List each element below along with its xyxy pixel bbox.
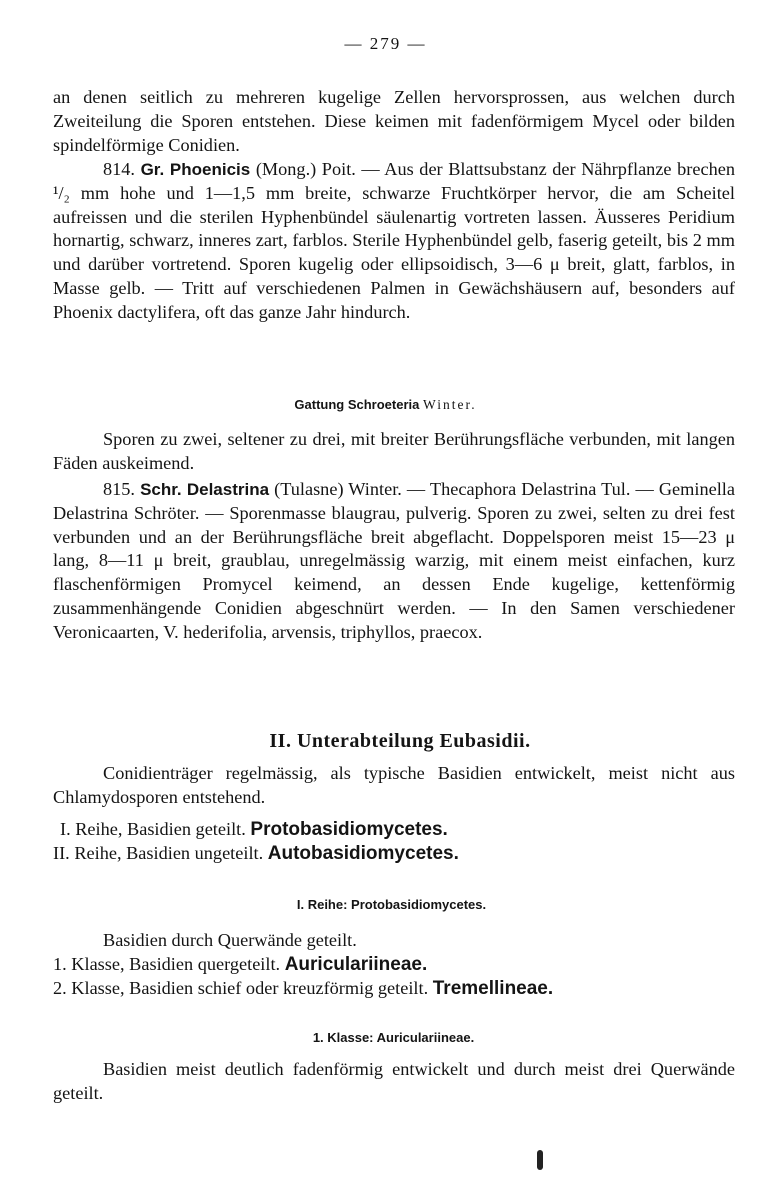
genus-heading-label: Gattung Schroeteria <box>294 397 420 412</box>
entry-815-number: 815. <box>103 479 135 499</box>
klasse-description-text: Basidien meist deutlich fadenförmig entwickelt und durch meist drei Querwände geteilt. <box>53 1059 735 1103</box>
page-number: — 279 — <box>344 34 427 53</box>
para-1-text: an denen seitlich zu mehreren kugelige Zellen hervorsprossen, aus welchen durch Zweiteilung die Sporen entstehen. Diese keimen mit fadenförmigem Mycel oder bilden spindelförmige Conidien. <box>53 87 735 155</box>
entry-814-text: (Mong.) Poit. — Aus der Blattsubstanz der Nährpflanze brechen ¹/₂ mm hohe und 1—1,5 mm breite, schwarze Fruchtkörper hervor, die am Scheitel aufreissen und die sterilen Hyphenbündel säulenartig vortreten lassen. Äusseres Peridium hornartig, schwarz, inneres zart, farblos. Sterile Hyphenbündel gelb, faserig geteilt, bis 2 mm und darüber vortretend. Sporen kugelig oder ellipsoidisch, 3—6 μ breit, glatt, farblos, in Masse gelb. — Tritt auf verschiedenen Palmen in Gewächshäusern auf, besonders auf Phoenix dactylifera, oft das ganze Jahr hindurch. <box>53 159 735 322</box>
reihe-list-item: I. Reihe, Basidien geteilt. Protobasidiomycetes. <box>60 819 448 840</box>
klasse-heading: 1. Klasse: Auriculariineae. <box>312 1030 475 1045</box>
entry-814 <box>53 158 735 325</box>
reihe-list-item: II. Reihe, Basidien ungeteilt. Autobasidiomycetes. <box>53 843 459 864</box>
subdivision-description <box>53 762 735 810</box>
entry-815-text: (Tulasne) Winter. — Thecaphora Delastrina Tul. — Geminella Delastrina Schröter. — Sporenmasse blaugrau, pulverig. Sporen zu zwei, selten zu drei fest verbunden und an der Berührungsfläche breit abgeflacht. Doppelsporen meist 15—23 μ lang, 8—11 μ breit, graublau, unregelmässig warzig, mit einem meist einfachen, kurz flaschenförmigen Promycel keimend, an dessen Ende kugelige, kettenförmig zusammenhängende Conidien abgeschnürt werden. — In den Samen verschiedener Veronicaarten, V. hederifolia, arvensis, triphyllos, praecox. <box>53 479 735 642</box>
entry-814-name: Gr. Phoenicis <box>140 160 251 179</box>
ink-smudge <box>537 1150 543 1170</box>
genus-description <box>53 428 735 476</box>
subdivision-description-text: Conidienträger regelmässig, als typische Basidien entwickelt, meist nicht aus Chlamydosporen entstehend. <box>53 763 735 807</box>
genus-heading-author: Winter. <box>423 397 477 412</box>
entry-815 <box>53 478 735 645</box>
klasse-description <box>53 1058 735 1106</box>
reihe-heading: I. Reihe: Protobasidiomycetes. <box>296 897 487 912</box>
genus-description-text: Sporen zu zwei, seltener zu drei, mit breiter Berührungsfläche verbunden, mit langen Fäden auskeimend. <box>53 429 735 473</box>
entry-814-number: 814. <box>103 159 135 179</box>
reihe-description: Basidien durch Querwände geteilt. <box>103 930 357 950</box>
genus-heading <box>0 397 771 413</box>
paragraph-continuation <box>53 86 735 157</box>
entry-815-name: Schr. Delastrina <box>140 480 270 499</box>
klasse-list-item: 1. Klasse, Basidien quergeteilt. Auriculariineae. <box>53 954 428 975</box>
subdivision-heading: II. Unterabteilung Eubasidii. <box>269 730 531 752</box>
klasse-list-item: 2. Klasse, Basidien schief oder kreuzförmig geteilt. Tremellineae. <box>53 978 554 999</box>
